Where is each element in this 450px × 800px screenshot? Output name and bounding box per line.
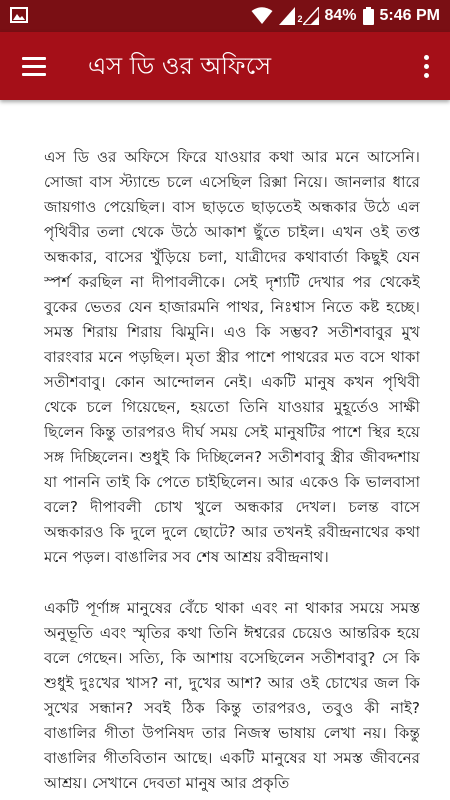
clock-time: 5:46 PM bbox=[379, 7, 440, 24]
more-vert-icon[interactable] bbox=[414, 44, 438, 88]
article-paragraph: একটি পূর্ণাঙ্গ মানুষের বেঁচে থাকা এবং না থাকার সময়ে সমস্ত অনুভূতি এবং স্মৃতির কথা তিনি ঈশ্বরের চেয়েও আন্তরিক হয়ে বলে গেছেন। সত্যি, কি আশায় বসেছিলেন সতীশবাবু? সে কি শুধুই দুঃখের খাস? না, দুখের আশ? আর ওই চোখের জল কি সুখের সন্ধান? সবই ঠিক কিন্তু তারপরও, তবুও কী নাই? বাঙালির গীতা উপনিষদ তার নিজস্ব ভাষায় লেখা নয়। কিন্তু বাঙালির গীতবিতান আছে। একটি মানুষের যা সমস্ত জীবনের আশ্রয়। সেখানে দেবতা মানুষ আর প্রকৃতি bbox=[44, 599, 420, 792]
sim-slot-label: 2 bbox=[297, 14, 303, 24]
battery-icon bbox=[363, 7, 374, 25]
image-notification-icon bbox=[10, 7, 30, 25]
status-bar bbox=[0, 0, 450, 32]
status-indicators bbox=[251, 0, 441, 32]
article-content[interactable] bbox=[44, 145, 420, 800]
cellular-signal-icon bbox=[279, 7, 295, 25]
app-bar bbox=[0, 32, 450, 100]
page-title: এস ডি ওর অফিসে bbox=[88, 52, 272, 80]
hamburger-menu-icon[interactable] bbox=[12, 44, 56, 88]
battery-percent: 84% bbox=[324, 7, 357, 24]
cellular-signal-2-icon bbox=[297, 7, 319, 25]
wifi-icon bbox=[251, 7, 273, 25]
article-paragraph: এস ডি ওর অফিসে ফিরে যাওয়ার কথা আর মনে আসেনি। সোজা বাস স্ট্যান্ডে চলে এসেছিল রিক্সা নিয়ে। জানলার ধারে জায়গাও পেয়েছিল। বাস ছাড়তে ছাড়তেই অন্ধকার উঠে এল পৃথিবীর তলা থেকে উঠে আকাশ ছুঁতে চাইল। এখন ওই তপ্ত অন্ধকার, বাসের খুঁড়িয়ে চলা, যাত্রীদের কথাবার্তা কিছুই যেন স্পর্শ করছিল না দীপাবলীকে। সেই দৃশ্যটি দেখার পর থেকেই বুকের ভেতর যেন হাজারমনি পাথর, নিঃশ্বাস নিতে কষ্ট হচ্ছে। সমস্ত শিরায় শিরায় ঝিমুনি। এও কি সম্ভব? সতীশবাবুর মুখ বারংবার মনে পড়ছিল। মৃতা স্ত্রীর পাশে পাথরের মত বসে থাকা সতীশবাবু। কোন আন্দোলন নেই। একটি মানুষ কখন পৃথিবী থেকে চলে গিয়েছেন, হয়তো তিনি যাওয়ার মুহূর্তেও সাক্ষী ছিলেন কিন্তু তারপরও দীর্ঘ সময় সেই মানুষটির পাশে স্থির হয়ে সঙ্গ দিচ্ছিলেন। শুধুই কি দিচ্ছিলেন? সতীশবাবু স্ত্রীর জীবদ্দশায় যা পাননি তাই কি পেতে চাইছিলেন। আর একেও কি ভালবাসা বলে? দীপাবলী চোখ খুলে অন্ধকার দেখল। চলন্ত বাসে অন্ধকারও কি দুলে দুলে ছোটে? আর তখনই রবীন্দ্রনাথের কথা মনে পড়ল। বাঙালির সব শেষ আশ্রয় রবীন্দ্রনাথ। bbox=[44, 148, 420, 566]
